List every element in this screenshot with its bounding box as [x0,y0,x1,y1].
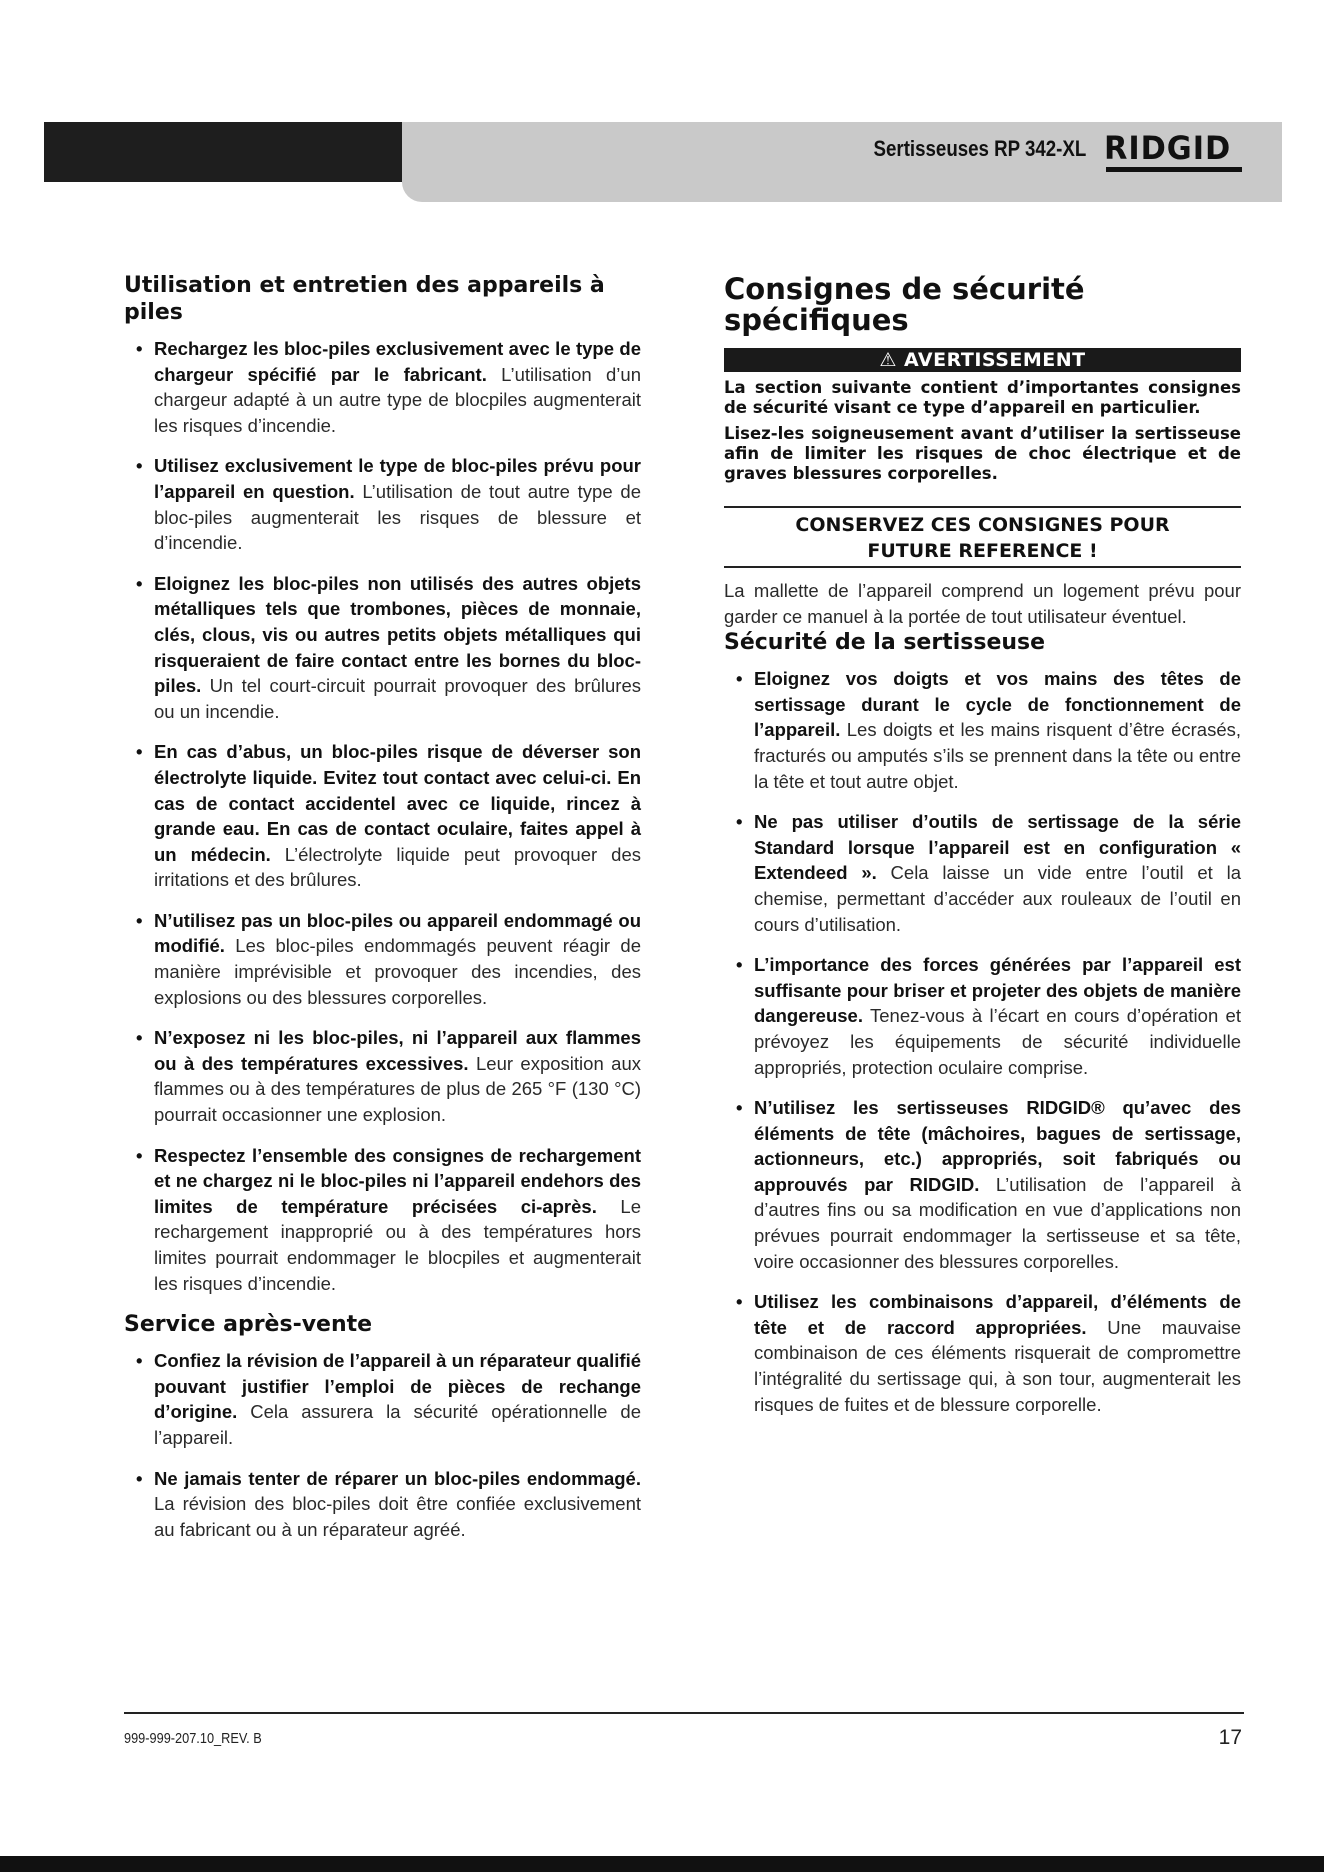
logo-underline [1106,167,1242,172]
crimper-safety-list [724,666,1241,1417]
left-column [124,272,641,1557]
list-item: • L’importance des forces générées par l’appareil est suffisante pour briser et projeter des objets de manière dangereuse. Tenez-vous à l’écart en cours d’opération et prévoyez les équipements de sécurité individuelle appropriés, protection oculaire comprise. [724,952,1241,1080]
bottom-scan-strip [0,1856,1324,1872]
list-item: • N’exposez ni les bloc-piles, ni l’appareil aux flammes ou à des températures excessives. Leur exposition aux flammes ou à des températures de plus de 265 °F (130 °C) pourrait occasionner une explosion. [124,1025,641,1127]
section-title-battery: Utilisation et entretien des appareils à piles [124,273,605,325]
header-grey-tab [402,182,1282,202]
section-title-crimper-safety: Sécurité de la sertisseuse [724,630,1046,656]
service-list [124,1348,641,1542]
list-item: • N’utilisez les sertisseuses RIDGID® qu’avec des éléments de tête (mâchoires, bagues de sertissage, actionneurs, etc.) appropriés, soit fabriqués ou approuvés par RIDGID. L’utilisation de l’appareil à d’autres fins ou sa modification en vue d’applications non prévues pourrait endommager la sertisseuse et sa tête, voire occasionner des blessures corporelles. [724,1095,1241,1274]
list-item: • Ne pas utiliser d’outils de sertissage de la série Standard lorsque l’appareil est en configuration « Extendeed ». Cela laisse un vide entre l’outil et la chemise, permettant d’accéder aux rouleaux de l’outil en cours d’utilisation. [724,809,1241,937]
list-item: • Eloignez vos doigts et vos mains des têtes de sertissage durant le cycle de fonctionnement de l’appareil. Les doigts et les mains risquent d’être écrasés, fracturés ou amputés s’ils se prennent dans la tête ou entre la tête et tout autre objet. [724,666,1241,794]
list-item: • Confiez la révision de l’appareil à un réparateur qualifié pouvant justifier l’emploi de pièces de rechange d’origine. Cela assurera la sécurité opérationnelle de l’appareil. [124,1348,641,1450]
warning-paragraph-2: Lisez-les soigneusement avant d’utiliser la sertisseuse afin de limiter les risques de choc électrique et de graves blessures corporelles. [724,424,1241,483]
list-item: • Utilisez les combinaisons d’appareil, d’éléments de tête et de raccord appropriées. Une mauvaise combinaison de ces éléments risquerait de compromettre l’intégralité du sertissage qui, à son tour, augmenterait les risques de fuites et de blessure corporelle. [724,1289,1241,1417]
warning-paragraph-1: La section suivante contient d’importantes consignes de sécurité visant ce type d’appareil en particulier. [724,378,1241,417]
ridgid-logo [1104,128,1244,174]
keep-line-2: FUTURE REFERENCE ! [867,540,1098,562]
keep-instructions-box [724,506,1241,568]
footer-doc-number: 999-999-207.10_REV. B [124,1730,262,1747]
list-item: • N’utilisez pas un bloc-piles ou appareil endommagé ou modifié. Les bloc-piles endommagés peuvent réagir de manière imprévisible et provoquer des incendies, des explosions ou des blessures corporelles. [124,908,641,1010]
keep-line-1: CONSERVEZ CES CONSIGNES POUR [795,514,1170,536]
list-item: • Rechargez les bloc-piles exclusivement avec le type de chargeur spécifié par le fabricant. L’utilisation d’un chargeur adapté à un autre type de blocpiles augmenterait les risques d’incendie. [124,336,641,438]
header-black-band [44,122,402,182]
warning-banner: ⚠ AVERTISSEMENT [724,348,1241,372]
list-item: • En cas d’abus, un bloc-piles risque de déverser son électrolyte liquide. Evitez tout contact avec celui-ci. En cas de contact accidentel avec ce liquide, rincez à grande eau. En cas de contact oculaire, faites appel à un médecin. L’électrolyte liquide peut provoquer des irritations et des brûlures. [124,739,641,893]
header-title: Sertisseuses RP 342-XL [873,136,1086,161]
section-title-service: Service après-vente [124,1312,373,1338]
footer-divider [124,1712,1244,1714]
list-item: • Ne jamais tenter de réparer un bloc-piles endommagé. La révision des bloc-piles doit être confiée exclusivement au fabricant ou à un réparateur agréé. [124,1466,641,1543]
logo-text: RIDGID [1104,129,1232,167]
right-column [724,272,1241,1432]
footer-page-number: 17 [1218,1726,1242,1749]
battery-list [124,336,641,1296]
list-item: • Eloignez les bloc-piles non utilisés des autres objets métalliques tels que trombones, pièces de monnaie, clés, clous, vis ou autres petits objets métalliques qui risqueraient de faire contact entre les bornes du bloc-piles. Un tel court-circuit pourrait provoquer des brûlures ou un incendie. [124,571,641,725]
list-item: • Utilisez exclusivement le type de bloc-piles prévu pour l’appareil en question. L’utilisation de tout autre type de bloc-piles augmenterait les risques de blessure et d’incendie. [124,453,641,555]
page-title: Consignes de sécurité spécifiques [724,272,1085,337]
intro-paragraph: La mallette de l’appareil comprend un logement prévu pour garder ce manuel à la portée de tout utilisateur éventuel. [724,580,1241,627]
list-item: • Respectez l’ensemble des consignes de rechargement et ne chargez ni le bloc-piles ni l’appareil endehors des limites de température précisées ci-après. Le rechargement inapproprié ou à des températures hors limites pourrait endommager le blocpiles et augmenterait les risques d’incendie. [124,1143,641,1297]
